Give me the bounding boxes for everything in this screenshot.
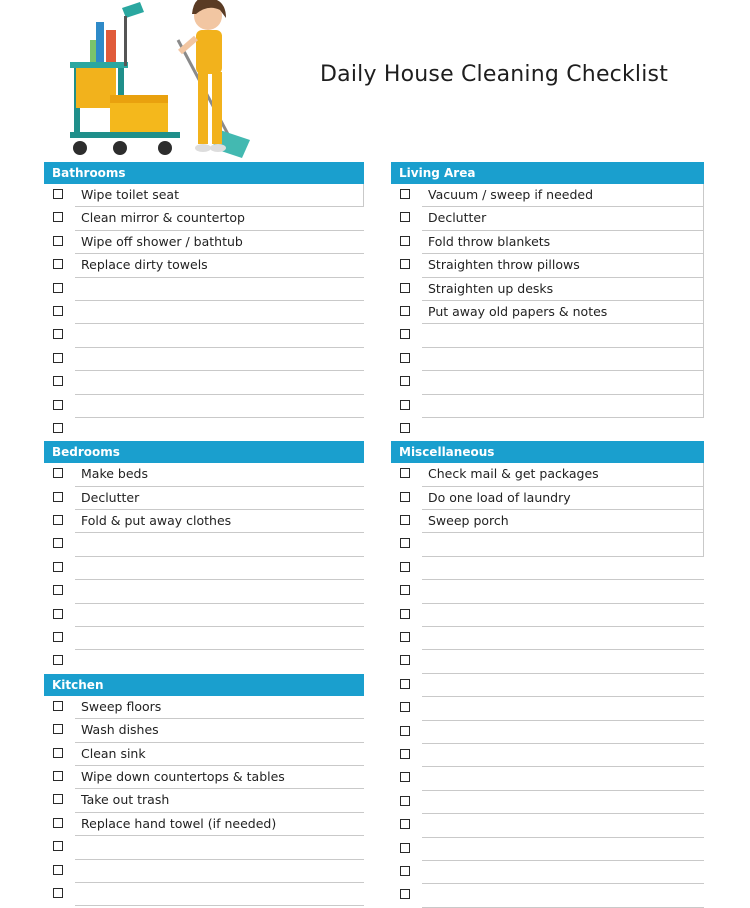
checklist-row — [391, 510, 704, 533]
checklist-row — [391, 487, 704, 510]
checkbox[interactable] — [400, 679, 410, 689]
checkbox[interactable] — [400, 585, 410, 595]
checkbox[interactable] — [53, 236, 63, 246]
checklist-row — [391, 884, 704, 907]
bedrooms-section — [44, 441, 364, 674]
checkbox[interactable] — [53, 376, 63, 386]
checkbox[interactable] — [53, 865, 63, 875]
item-label: Wash dishes — [75, 719, 364, 742]
checklist-row — [44, 301, 364, 324]
item-label — [75, 348, 364, 371]
checkbox[interactable] — [53, 748, 63, 758]
checkbox[interactable] — [400, 609, 410, 619]
bathrooms-section — [44, 162, 364, 441]
checklist-row — [391, 604, 704, 627]
checkbox[interactable] — [400, 843, 410, 853]
item-label — [422, 674, 704, 697]
item-label — [422, 697, 704, 720]
checkbox[interactable] — [400, 819, 410, 829]
item-label — [75, 883, 364, 906]
checkbox[interactable] — [53, 212, 63, 222]
item-label: Do one load of laundry — [422, 487, 704, 510]
item-label: Declutter — [75, 487, 364, 510]
item-label: Replace dirty towels — [75, 254, 364, 277]
kitchen-section — [44, 674, 364, 907]
item-label — [422, 348, 704, 371]
checklist-row — [44, 395, 364, 418]
checklist-row — [44, 207, 364, 230]
item-label — [422, 814, 704, 837]
checklist-row — [44, 231, 364, 254]
checkbox[interactable] — [53, 655, 63, 665]
checklist-row — [391, 254, 704, 277]
checklist-row — [44, 650, 364, 673]
checklist-row — [391, 231, 704, 254]
item-label — [422, 884, 704, 907]
checklist-row — [391, 650, 704, 673]
checklist-row — [391, 301, 704, 324]
item-label — [75, 418, 364, 441]
checklist-row — [391, 838, 704, 861]
checklist-row — [391, 395, 704, 418]
checkbox[interactable] — [400, 702, 410, 712]
item-label — [422, 418, 704, 441]
checklist-row — [391, 418, 704, 441]
checklist-row — [44, 487, 364, 510]
right-column — [391, 162, 704, 908]
checklist-row — [44, 557, 364, 580]
checklist-row — [44, 254, 364, 277]
checkbox[interactable] — [53, 283, 63, 293]
section-header-bathrooms: Bathrooms — [44, 162, 364, 184]
checklist-row — [391, 348, 704, 371]
checklist-row — [391, 721, 704, 744]
checklist-row — [44, 184, 364, 207]
item-label: Clean mirror & countertop — [75, 207, 364, 230]
checklist-row — [44, 324, 364, 347]
item-label: Straighten up desks — [422, 278, 704, 301]
checkbox[interactable] — [53, 888, 63, 898]
item-label — [422, 371, 704, 394]
checkbox[interactable] — [53, 400, 63, 410]
checkbox[interactable] — [400, 329, 410, 339]
checklist-row — [391, 791, 704, 814]
checkbox[interactable] — [400, 562, 410, 572]
checkbox[interactable] — [400, 726, 410, 736]
checkbox[interactable] — [53, 492, 63, 502]
item-label: Fold & put away clothes — [75, 510, 364, 533]
checkbox[interactable] — [400, 189, 410, 199]
checklist-row — [391, 580, 704, 603]
checkbox[interactable] — [400, 468, 410, 478]
checkbox[interactable] — [400, 423, 410, 433]
checkbox[interactable] — [400, 796, 410, 806]
checklist-row — [391, 767, 704, 790]
checkbox[interactable] — [400, 749, 410, 759]
item-label: Wipe off shower / bathtub — [75, 231, 364, 254]
checkbox[interactable] — [53, 632, 63, 642]
item-label — [422, 650, 704, 673]
item-label: Clean sink — [75, 743, 364, 766]
checklist-row — [44, 463, 364, 486]
checklist-row — [44, 719, 364, 742]
item-label — [75, 557, 364, 580]
item-label: Fold throw blankets — [422, 231, 704, 254]
checklist-row — [44, 766, 364, 789]
checklist-row — [391, 371, 704, 394]
checklist-row — [391, 697, 704, 720]
item-label: Wipe toilet seat — [75, 184, 364, 207]
checkbox[interactable] — [400, 538, 410, 548]
checkbox[interactable] — [53, 538, 63, 548]
item-label: Take out trash — [75, 789, 364, 812]
checkbox[interactable] — [400, 353, 410, 363]
item-label — [75, 395, 364, 418]
checkbox[interactable] — [400, 306, 410, 316]
checkbox[interactable] — [400, 259, 410, 269]
checkbox[interactable] — [400, 212, 410, 222]
item-label — [422, 744, 704, 767]
checkbox[interactable] — [53, 609, 63, 619]
checkbox[interactable] — [53, 423, 63, 433]
item-label — [422, 721, 704, 744]
item-label: Sweep floors — [75, 696, 364, 719]
checklist-row — [44, 813, 364, 836]
item-label: Make beds — [75, 463, 364, 486]
page-title: Daily House Cleaning Checklist — [320, 62, 669, 87]
section-header-bedrooms: Bedrooms — [44, 441, 364, 463]
checkbox[interactable] — [400, 492, 410, 502]
section-header-kitchen: Kitchen — [44, 674, 364, 696]
item-label — [75, 324, 364, 347]
checklist-row — [44, 348, 364, 371]
checklist-row — [391, 533, 704, 556]
checkbox[interactable] — [53, 794, 63, 804]
checklist-row — [44, 860, 364, 883]
item-label: Wipe down countertops & tables — [75, 766, 364, 789]
item-label: Straighten throw pillows — [422, 254, 704, 277]
item-label — [75, 627, 364, 650]
checklist-row — [44, 883, 364, 906]
item-label — [422, 580, 704, 603]
checklist-row — [391, 557, 704, 580]
checklist-row — [44, 418, 364, 441]
checkbox[interactable] — [53, 585, 63, 595]
item-label: Put away old papers & notes — [422, 301, 704, 324]
item-label — [422, 791, 704, 814]
miscellaneous-section — [391, 441, 704, 907]
checklist-row — [44, 696, 364, 719]
checklist-row — [44, 371, 364, 394]
item-label — [75, 650, 364, 673]
checklist-row — [391, 744, 704, 767]
item-label — [75, 860, 364, 883]
checklist-row — [44, 510, 364, 533]
item-label — [422, 861, 704, 884]
item-label — [422, 838, 704, 861]
checkbox[interactable] — [400, 376, 410, 386]
checkbox[interactable] — [53, 562, 63, 572]
left-column — [44, 162, 364, 906]
item-label — [422, 533, 704, 556]
item-label: Replace hand towel (if needed) — [75, 813, 364, 836]
item-label — [75, 301, 364, 324]
checklist-row — [44, 604, 364, 627]
checkbox[interactable] — [400, 655, 410, 665]
checklist-row — [44, 836, 364, 859]
item-label — [75, 278, 364, 301]
checkbox[interactable] — [400, 632, 410, 642]
item-label — [75, 604, 364, 627]
item-label — [75, 580, 364, 603]
checklist-row — [44, 278, 364, 301]
item-label — [422, 557, 704, 580]
checkbox[interactable] — [53, 515, 63, 525]
checkbox[interactable] — [400, 515, 410, 525]
checklist-row — [44, 627, 364, 650]
checkbox[interactable] — [53, 701, 63, 711]
item-label — [422, 627, 704, 650]
item-label — [422, 395, 704, 418]
cleaning-lady-illustration — [60, 0, 260, 160]
item-label: Vacuum / sweep if needed — [422, 184, 704, 207]
checkbox[interactable] — [53, 306, 63, 316]
checkbox[interactable] — [53, 259, 63, 269]
checklist-row — [391, 324, 704, 347]
checkbox[interactable] — [53, 468, 63, 478]
item-label: Sweep porch — [422, 510, 704, 533]
item-label: Declutter — [422, 207, 704, 230]
checklist-row — [391, 627, 704, 650]
checkbox[interactable] — [400, 866, 410, 876]
checkbox[interactable] — [400, 772, 410, 782]
item-label: Check mail & get packages — [422, 463, 704, 486]
item-label — [422, 604, 704, 627]
checkbox[interactable] — [53, 818, 63, 828]
living-area-section — [391, 162, 704, 441]
checklist-row — [391, 278, 704, 301]
checklist-row — [391, 674, 704, 697]
item-label — [422, 767, 704, 790]
checklist-row — [44, 580, 364, 603]
checklist-row — [44, 743, 364, 766]
checkbox[interactable] — [53, 189, 63, 199]
checklist-row — [391, 207, 704, 230]
checklist-row — [44, 789, 364, 812]
section-header-miscellaneous: Miscellaneous — [391, 441, 704, 463]
checklist-row — [44, 533, 364, 556]
checkbox[interactable] — [53, 353, 63, 363]
checkbox[interactable] — [53, 724, 63, 734]
checkbox[interactable] — [53, 841, 63, 851]
checklist-row — [391, 861, 704, 884]
checkbox[interactable] — [53, 329, 63, 339]
section-header-living-area: Living Area — [391, 162, 704, 184]
checkbox[interactable] — [400, 400, 410, 410]
checklist-row — [391, 814, 704, 837]
item-label — [422, 324, 704, 347]
checkbox[interactable] — [400, 283, 410, 293]
checkbox[interactable] — [400, 236, 410, 246]
checklist-row — [391, 184, 704, 207]
checklist-row — [391, 463, 704, 486]
checkbox[interactable] — [53, 771, 63, 781]
item-label — [75, 836, 364, 859]
item-label — [75, 533, 364, 556]
checkbox[interactable] — [400, 889, 410, 899]
item-label — [75, 371, 364, 394]
